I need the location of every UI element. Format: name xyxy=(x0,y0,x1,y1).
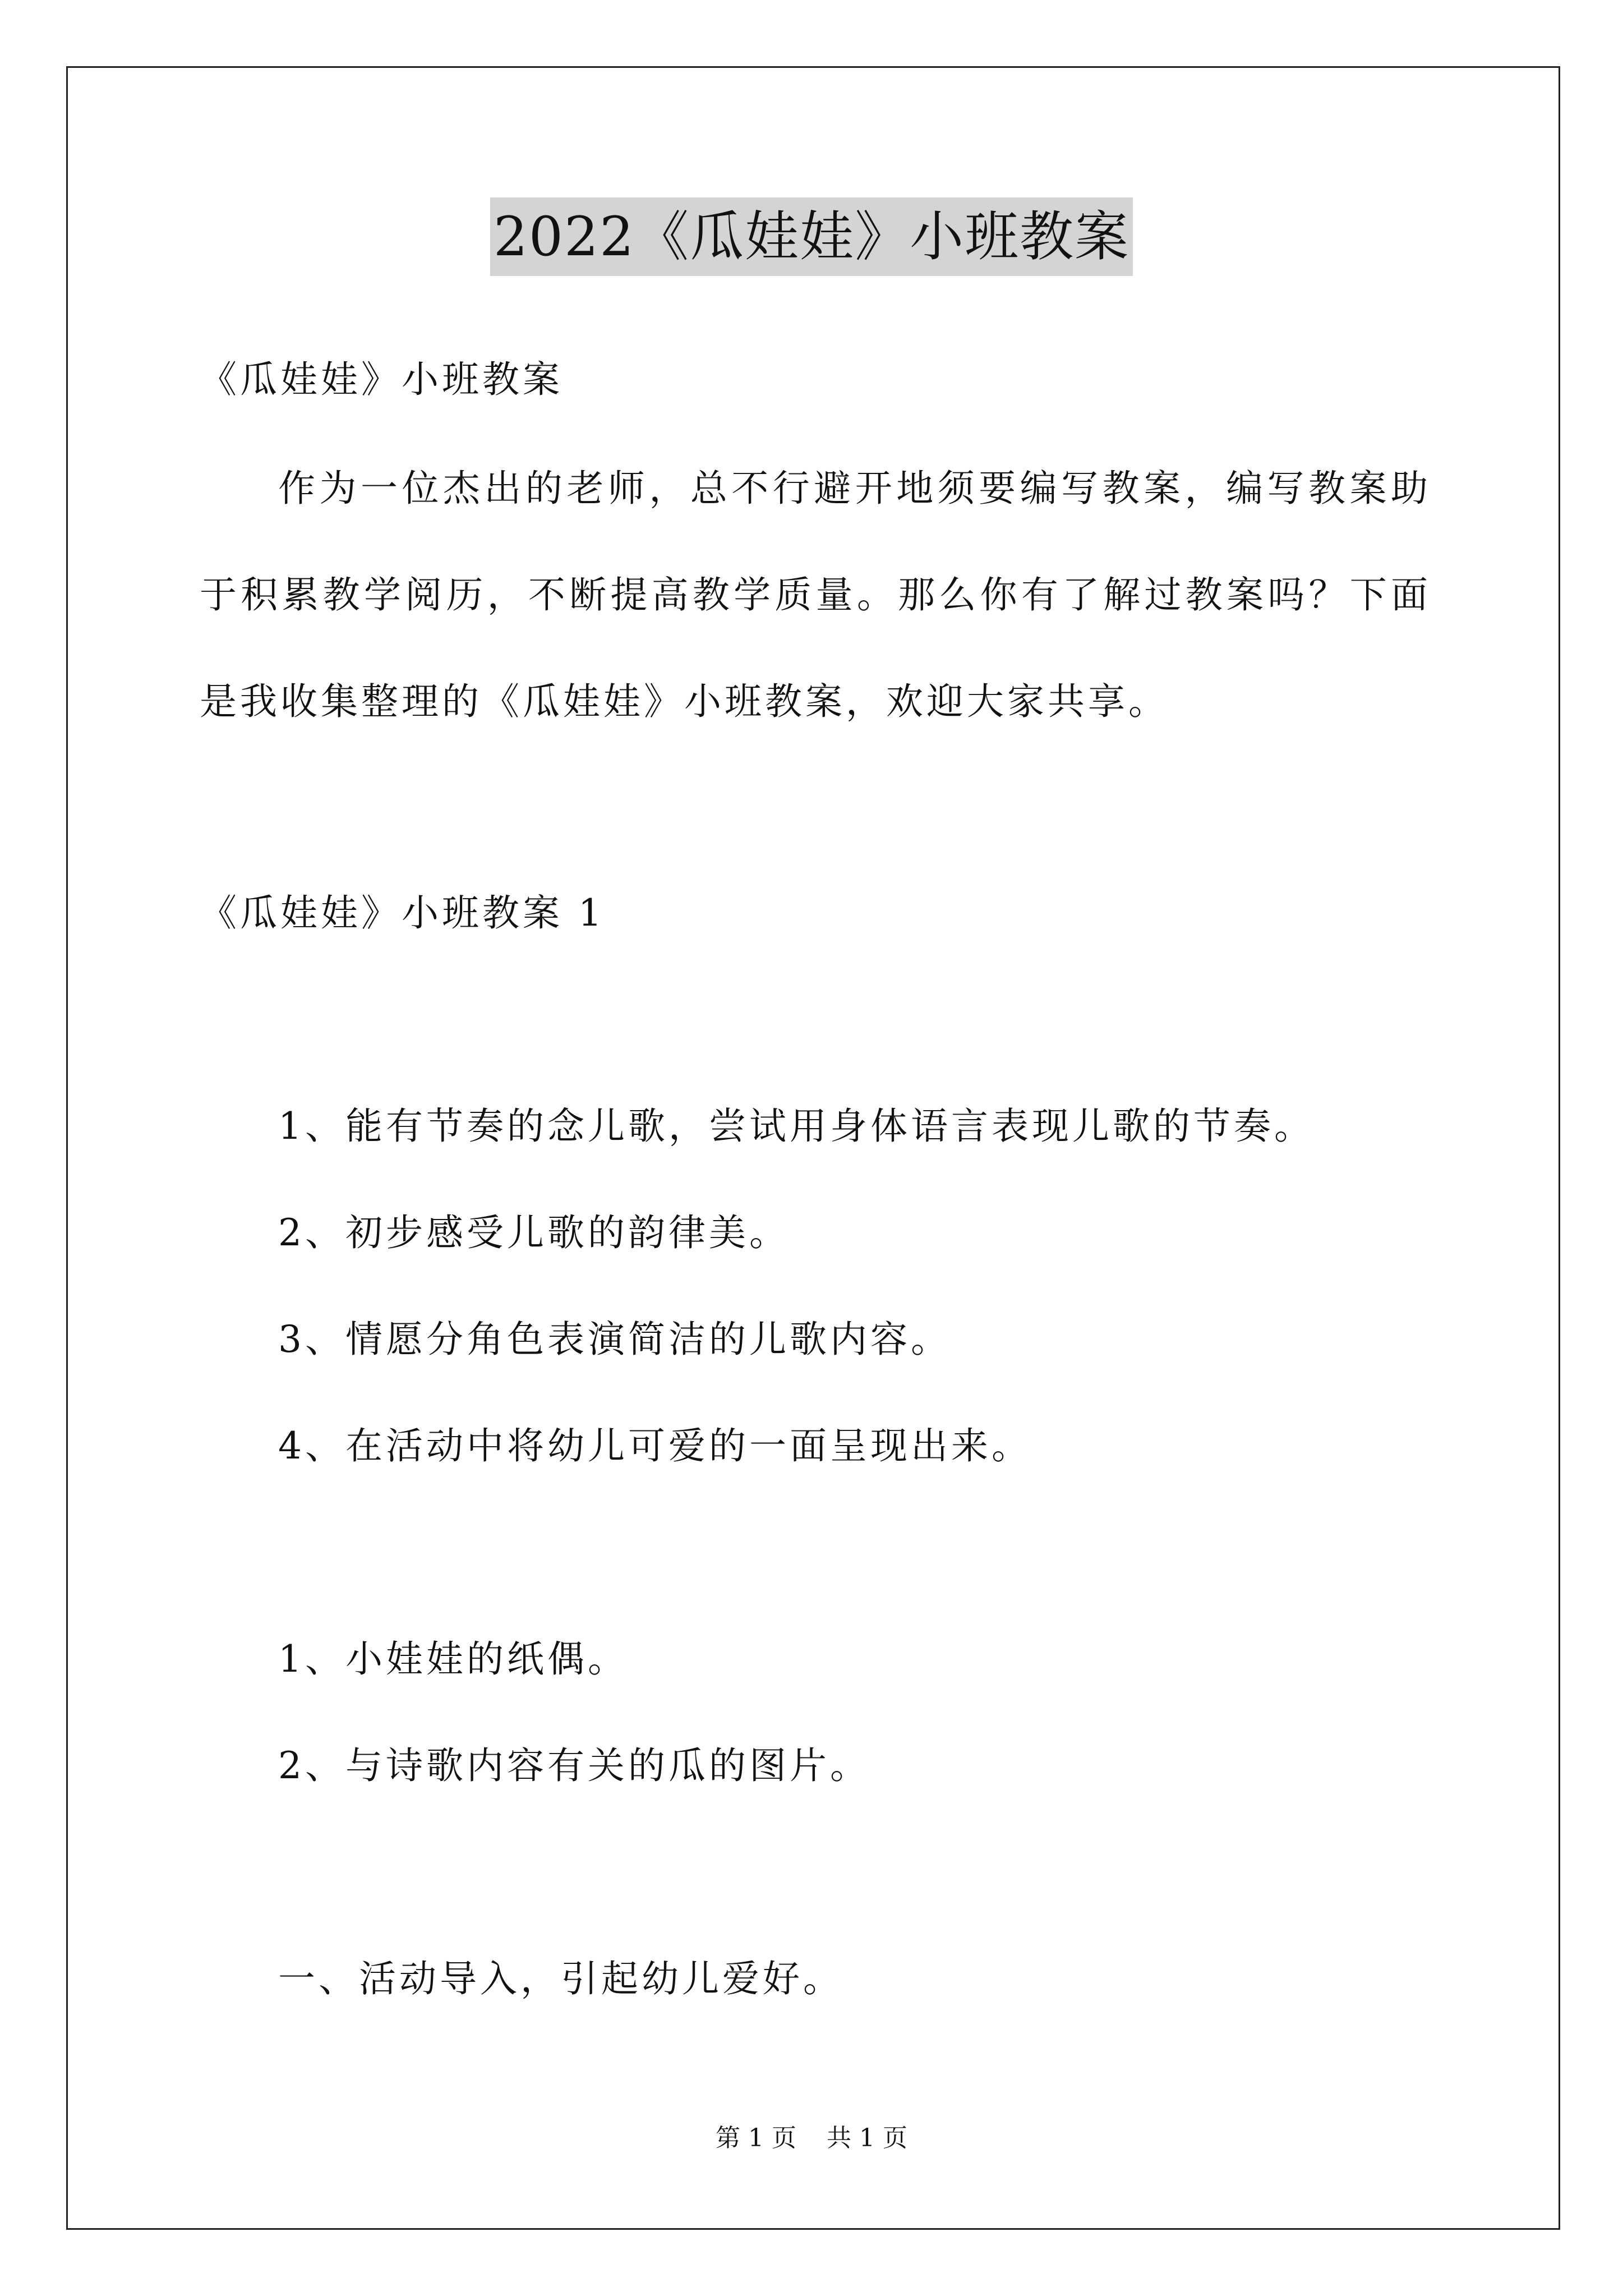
goal-item-2: 2、初步感受儿歌的韵律美。 xyxy=(278,1211,790,1254)
title-container xyxy=(0,197,1623,276)
section-heading: 《瓜娃娃》小班教案 1 xyxy=(200,891,605,935)
process-step-1: 一、活动导入，引起幼儿爱好。 xyxy=(278,1957,843,2000)
goal-item-3: 3、情愿分角色表演简洁的儿歌内容。 xyxy=(278,1318,951,1361)
page-number-total: 共 1 页 xyxy=(827,2124,907,2152)
material-item-2: 2、与诗歌内容有关的瓜的图片。 xyxy=(278,1744,870,1787)
goal-item-1: 1、能有节奏的念儿歌，尝试用身体语言表现儿歌的节奏。 xyxy=(278,1105,1315,1148)
document-title: 2022《瓜娃娃》小班教案 xyxy=(490,197,1133,276)
page-footer xyxy=(0,2122,1623,2155)
page-number-current: 第 1 页 xyxy=(716,2124,796,2152)
document-subtitle: 《瓜娃娃》小班教案 xyxy=(200,358,563,401)
goal-item-4: 4、在活动中将幼儿可爱的一面呈现出来。 xyxy=(278,1424,1032,1467)
material-item-1: 1、小娃娃的纸偶。 xyxy=(278,1637,628,1681)
intro-paragraph: 作为一位杰出的老师，总不行避开地须要编写教案，编写教案助于积累教学阅历，不断提高教学质量。那么你有了解过教案吗？下面是我收集整理的《瓜娃娃》小班教案，欢迎大家共享。 xyxy=(200,467,1431,723)
